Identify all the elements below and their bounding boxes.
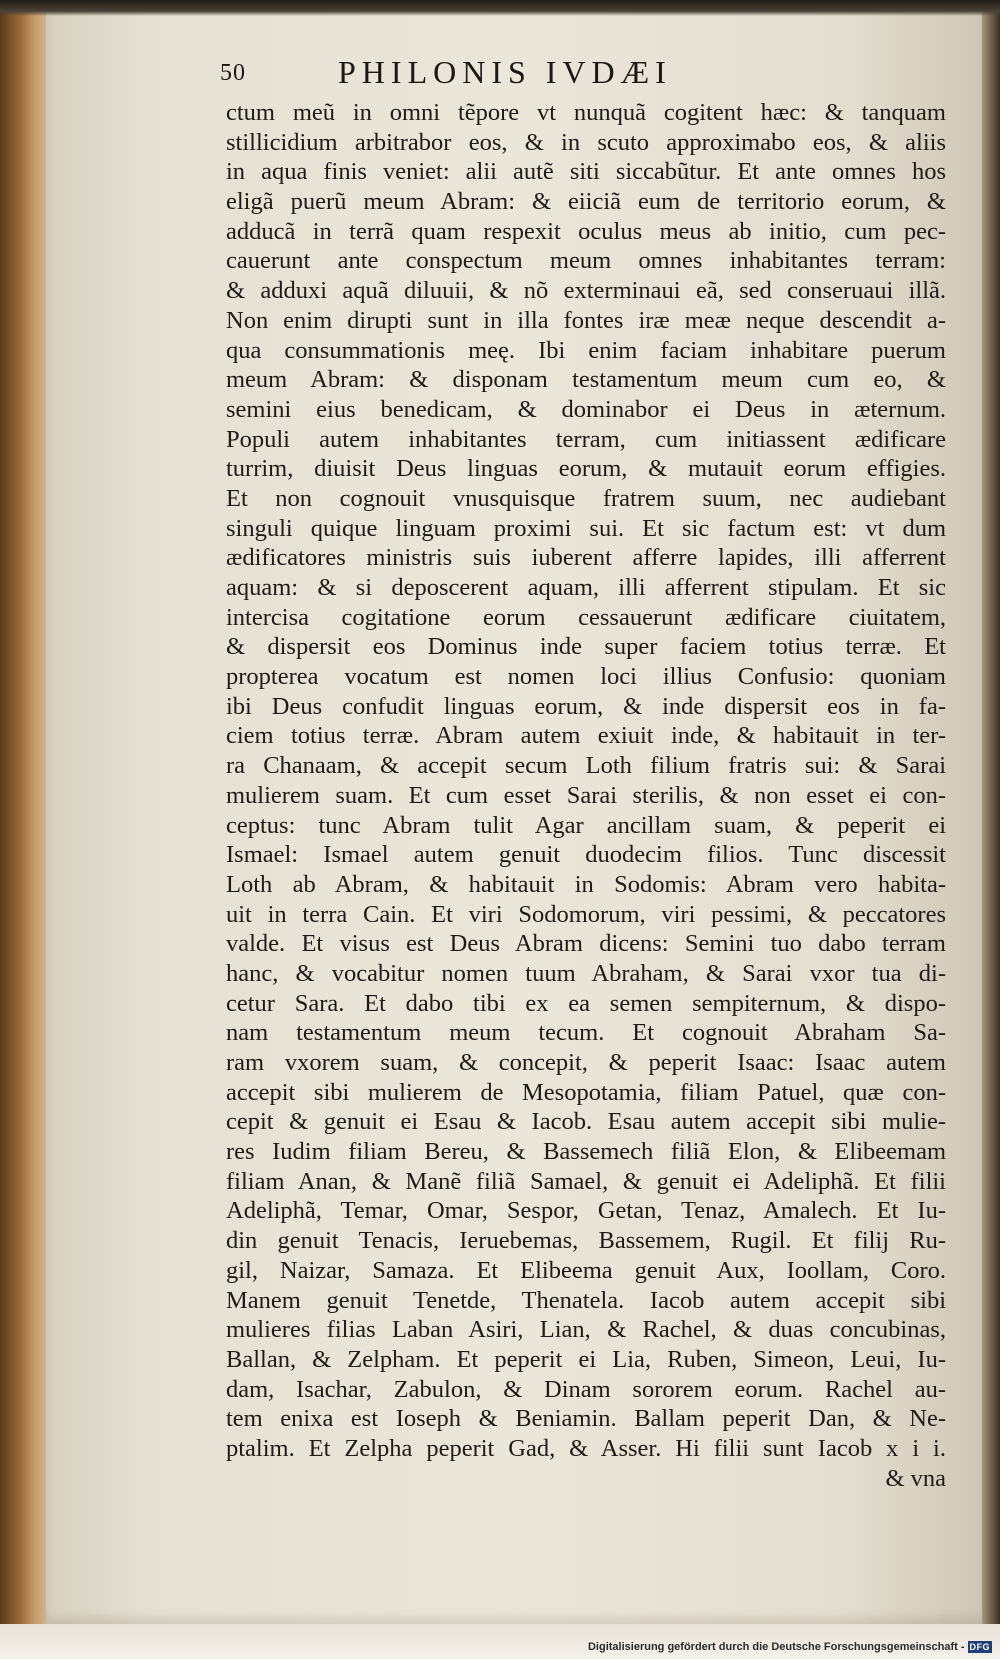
- text-line: uit in terra Cain. Et viri Sodomorum, viri pessimi, & peccatores: [226, 900, 946, 928]
- text-line: tem enixa est Ioseph & Beniamin. Ballam peperit Dan, & Ne-: [226, 1405, 946, 1433]
- text-line: ædificatores ministris suis iuberent afferre lapides, illi afferrent: [226, 544, 946, 572]
- page-right-edge: [982, 0, 1000, 1632]
- text-line: eligã puerũ meum Abram: & eiiciã eum de territorio eorum, &: [226, 188, 946, 216]
- text-line: dam, Isachar, Zabulon, & Dinam sororem eorum. Rachel au-: [226, 1375, 946, 1403]
- text-line: singuli quique linguam proximi sui. Et sic factum est: vt dum: [226, 514, 946, 542]
- text-line: turrim, diuisit Deus linguas eorum, & mutauit eorum effigies.: [226, 455, 946, 483]
- page-header: [220, 52, 920, 92]
- text-line: & dispersit eos Dominus inde super faciem totius terræ. Et: [226, 633, 946, 661]
- dfg-logo-icon: DFG: [969, 1642, 990, 1652]
- text-line: & vna: [885, 1464, 946, 1492]
- text-line: aquam: & si deposcerent aquam, illi afferrent stipulam. Et sic: [226, 574, 946, 601]
- digitization-credit: [588, 1641, 992, 1653]
- text-line: & adduxi aquã diluuii, & nõ exterminaui eã, sed conseruaui illã.: [226, 277, 946, 305]
- text-line: cauerunt ante conspectum meum omnes inhabitantes terram:: [226, 247, 946, 275]
- text-line: Loth ab Abram, & habitauit in Sodomis: Abram vero habita-: [226, 870, 946, 898]
- text-line: ibi Deus confudit linguas eorum, & inde dispersit eos in fa-: [226, 692, 946, 720]
- text-line: propterea vocatum est nomen loci illius Confusio: quoniam: [226, 663, 946, 691]
- text-line: Manem genuit Tenetde, Thenatela. Iacob autem accepit sibi: [226, 1286, 946, 1314]
- text-line: ram vxorem suam, & concepit, & peperit Isaac: Isaac autem: [226, 1049, 946, 1076]
- text-line: qua consummationis meę. Ibi enim faciam inhabitare puerum: [226, 336, 946, 364]
- text-line: adducã in terrã quam respexit oculus meus ab initio, cum pec-: [226, 217, 946, 245]
- text-line: din genuit Tenacis, Ieruebemas, Bassemem, Rugil. Et filij Ru-: [226, 1227, 946, 1255]
- text-line: cepit & genuit ei Esau & Iacob. Esau autem accepit sibi mulie-: [226, 1108, 946, 1136]
- text-line: mulieres filias Laban Asiri, Lian, & Rachel, & duas concubinas,: [226, 1316, 946, 1344]
- text-line: nam testamentum meum tecum. Et cognouit Abraham Sa-: [226, 1019, 946, 1047]
- text-line: cetur Sara. Et dabo tibi ex ea semen sempiternum, & dispo-: [226, 989, 946, 1017]
- top-shadow: [0, 0, 1000, 16]
- text-line: filiam Anan, & Manẽ filiã Samael, & genuit ei Adeliphã. Et filii: [226, 1167, 946, 1195]
- text-line: Ismael: Ismael autem genuit duodecim filios. Tunc discessit: [226, 841, 946, 869]
- page-number: 50: [220, 60, 246, 86]
- text-line: Adeliphã, Temar, Omar, Sespor, Getan, Tenaz, Amalech. Et Iu-: [226, 1197, 946, 1225]
- text-line: gil, Naizar, Samaza. Et Elibeema genuit Aux, Ioollam, Coro.: [226, 1256, 946, 1284]
- text-line: Ballan, & Zelpham. Et peperit ei Lia, Ruben, Simeon, Leui, Iu-: [226, 1345, 946, 1373]
- text-line: valde. Et visus est Deus Abram dicens: Semini tuo dabo terram: [226, 930, 946, 958]
- text-line: accepit sibi mulierem de Mesopotamia, filiam Patuel, quæ con-: [226, 1078, 946, 1106]
- text-line: ceptus: tunc Abram tulit Agar ancillam suam, & peperit ei: [226, 811, 946, 839]
- text-line: meum Abram: & disponam testamentum meum cum eo, &: [226, 366, 946, 394]
- text-line: Et non cognouit vnusquisque fratrem suum, nec audiebant: [226, 484, 946, 512]
- text-line: ctum meũ in omni tẽpore vt nunquã cogitent hæc: & tanquam: [226, 99, 946, 126]
- body-text: [226, 98, 946, 1493]
- text-line: mulierem suam. Et cum esset Sarai sterilis, & non esset ei con-: [226, 781, 946, 809]
- text-line: ptalim. Et Zelpha peperit Gad, & Asser. Hi filii sunt Iacob x i i.: [226, 1434, 946, 1462]
- running-head: PHILONIS IVDÆI: [338, 54, 672, 90]
- text-line: res Iudim filiam Bereu, & Bassemech filiã Elon, & Elibeemam: [226, 1138, 946, 1166]
- text-line: in aqua finis veniet: alii autẽ siti siccabũtur. Et ante omnes hos: [226, 158, 946, 186]
- text-line: semini eius benedicam, & dominabor ei Deus in æternum.: [226, 395, 946, 423]
- text-line: Populi autem inhabitantes terram, cum initiassent ædificare: [226, 425, 946, 453]
- text-line: ciem totius terræ. Abram autem exiuit inde, & habitauit in ter-: [226, 722, 946, 750]
- text-line: ra Chanaam, & accepit secum Loth filium fratris sui: & Sarai: [226, 752, 946, 780]
- text-line: stillicidium arbitrabor eos, & in scuto approximabo eos, & aliis: [226, 128, 946, 156]
- text-line: Non enim dirupti sunt in illa fontes iræ meæ neque descendit a-: [226, 306, 946, 334]
- text-line: intercisa cogitatione eorum cessauerunt ædificare ciuitatem,: [226, 603, 946, 631]
- credit-text: Digitalisierung gefördert durch die Deutsche Forschungsgemeinschaft -: [587, 1641, 965, 1653]
- text-line: hanc, & vocabitur nomen tuum Abraham, & Sarai vxor tua di-: [226, 959, 946, 987]
